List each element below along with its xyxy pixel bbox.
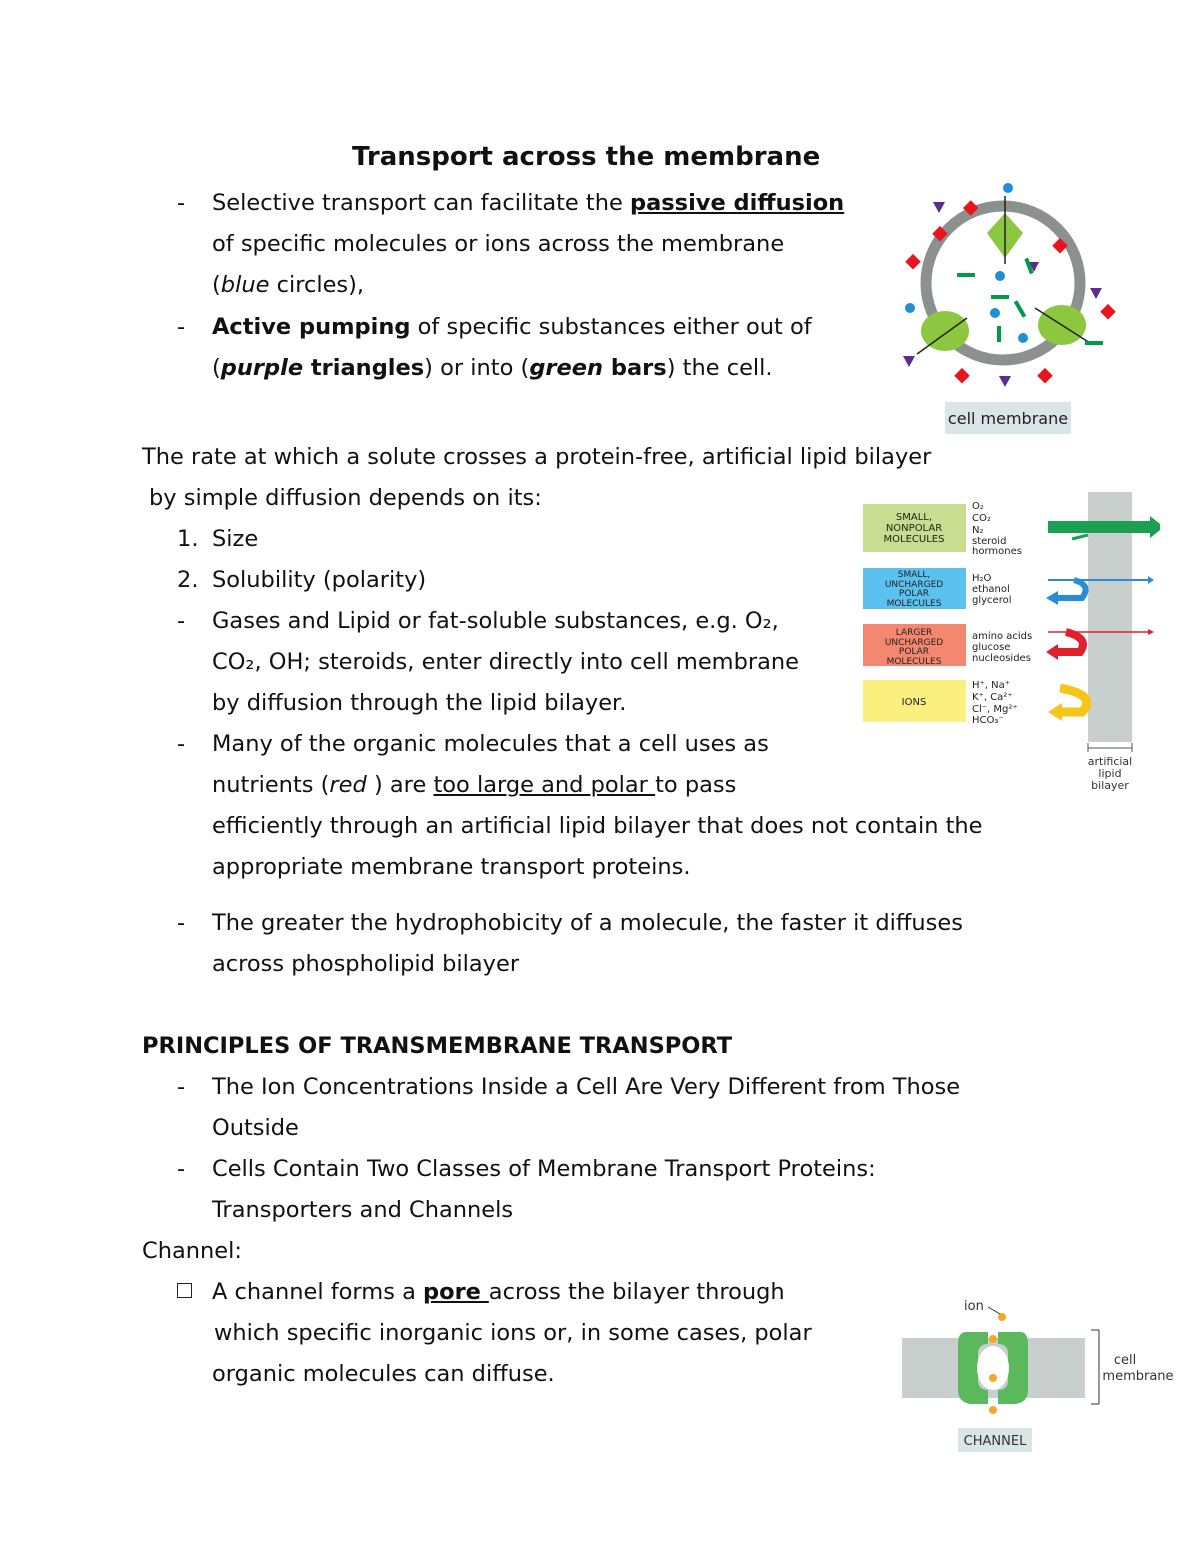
purple-triangle xyxy=(1090,288,1102,299)
category-label: NONPOLAR xyxy=(885,523,943,534)
category-label: UNCHARGED xyxy=(884,580,944,590)
text-underlined: too large and polar xyxy=(433,772,656,798)
arrowhead xyxy=(1046,644,1058,660)
molecule-name: N₂ xyxy=(972,525,984,536)
page-title: Transport across the membrane xyxy=(352,142,821,172)
list-number: 2. xyxy=(177,567,199,593)
molecule-name: CO₂ xyxy=(972,513,991,524)
text-line: by simple diffusion depends on its: xyxy=(149,485,542,511)
red-diamond xyxy=(1037,368,1053,384)
ion-dot xyxy=(989,1374,997,1382)
molecule-name: amino acids xyxy=(972,631,1033,642)
purple-triangle xyxy=(999,376,1011,387)
molecule-name: Cl⁻, Mg²⁺ xyxy=(972,704,1018,715)
arrowhead xyxy=(1046,591,1058,605)
category-label: UNCHARGED xyxy=(884,638,944,648)
ion-label: ion xyxy=(964,1299,984,1314)
label-leader xyxy=(988,1307,1000,1314)
yellow-reflect-arrow xyxy=(1060,688,1087,712)
text: ) are xyxy=(366,772,434,798)
red-diamond xyxy=(1100,304,1116,320)
text: ( xyxy=(212,355,221,381)
text-line: organic molecules can diffuse. xyxy=(212,1361,555,1387)
category-label: LARGER xyxy=(895,628,933,638)
channel-heading: Channel: xyxy=(142,1238,242,1264)
channel-caption: CHANNEL xyxy=(963,1434,1027,1449)
text-line: The greater the hydrophobicity of a molecule, the faster it diffuses xyxy=(212,910,963,936)
channel-figure xyxy=(898,1292,1180,1460)
text-line: Cells Contain Two Classes of Membrane Transport Proteins: xyxy=(212,1156,876,1182)
category-label: POLAR xyxy=(898,589,930,599)
checkbox-bullet-icon xyxy=(177,1283,192,1298)
membrane-label: cell xyxy=(1113,1353,1137,1368)
green-bar xyxy=(1014,300,1026,318)
bullet-dash: - xyxy=(177,1156,186,1182)
text-line: Gases and Lipid or fat-soluble substances, e.g. O₂, xyxy=(212,608,779,634)
molecule-name: steroid xyxy=(972,536,1007,547)
red-diamond xyxy=(905,254,921,270)
text-italic: red xyxy=(329,772,367,798)
category-label: SMALL, xyxy=(895,512,933,523)
text-line: appropriate membrane transport proteins. xyxy=(212,854,691,880)
ion-dot xyxy=(998,1313,1006,1321)
text: ) the cell. xyxy=(666,355,773,381)
text-line xyxy=(212,270,364,300)
text-bold: Active pumping xyxy=(212,314,411,340)
pump-protein-left xyxy=(921,311,969,351)
text: of specific substances either out of xyxy=(410,314,812,340)
ion-dot xyxy=(989,1335,997,1343)
bullet-dash: - xyxy=(177,314,186,340)
green-bar xyxy=(957,273,975,277)
text-line: The rate at which a solute crosses a protein-free, artificial lipid bilayer xyxy=(142,444,932,470)
lipid-bilayer-figure xyxy=(860,490,1160,795)
arrowhead xyxy=(1048,703,1062,721)
text: ) or into ( xyxy=(424,355,530,381)
bilayer-label: artificial xyxy=(1087,755,1133,768)
red-reflect-arrow xyxy=(1056,632,1083,652)
text-line: Transporters and Channels xyxy=(212,1197,514,1223)
text-line: across phospholipid bilayer xyxy=(212,951,520,977)
arrowhead xyxy=(1148,576,1154,584)
molecule-name: ethanol xyxy=(972,584,1010,595)
molecule-name: hormones xyxy=(972,546,1022,557)
category-label: POLAR xyxy=(898,647,930,657)
molecule-name: H⁺, Na⁺ xyxy=(972,680,1011,691)
category-label: MOLECULES xyxy=(883,534,945,545)
list-item: Size xyxy=(212,526,259,552)
bullet-dash: - xyxy=(177,1074,186,1100)
text: A channel forms a xyxy=(212,1279,424,1305)
purple-triangle xyxy=(903,356,915,367)
blue-circle xyxy=(990,308,1000,318)
text: Selective transport can facilitate the xyxy=(212,190,630,216)
text: across the bilayer through xyxy=(488,1279,785,1305)
category-label: MOLECULES xyxy=(886,657,942,667)
text-line: CO₂, OH; steroids, enter directly into cell membrane xyxy=(212,649,800,675)
text: nutrients ( xyxy=(212,772,330,798)
figure-label: cell membrane xyxy=(947,409,1069,428)
text-line: by diffusion through the lipid bilayer. xyxy=(212,690,627,716)
blue-circle xyxy=(1018,333,1028,343)
text: to pass xyxy=(655,772,737,798)
blue-circle xyxy=(995,271,1005,281)
molecule-name: nucleosides xyxy=(972,653,1031,664)
molecule-name: K⁺, Ca²⁺ xyxy=(972,692,1013,703)
text-line: Many of the organic molecules that a cell uses as xyxy=(212,731,769,757)
bullet-dash: - xyxy=(177,910,186,936)
molecule-name: H₂O xyxy=(972,573,992,584)
category-label: SMALL, xyxy=(897,570,931,580)
green-bar xyxy=(991,295,1009,299)
molecule-name: glycerol xyxy=(972,595,1012,606)
text-bold-italic: purple xyxy=(220,355,304,381)
bullet-dash: - xyxy=(177,190,186,216)
text-line xyxy=(212,1277,785,1307)
molecule-name: glucose xyxy=(972,642,1011,653)
text: ( xyxy=(212,272,221,298)
molecule-name: HCO₃⁻ xyxy=(972,715,1004,726)
bullet-dash: - xyxy=(177,608,186,634)
blue-circle xyxy=(1003,183,1013,193)
text-line: which specific inorganic ions or, in some cases, polar xyxy=(214,1320,812,1346)
molecule-name: O₂ xyxy=(972,501,984,512)
list-item: Solubility (polarity) xyxy=(212,567,427,593)
green-bar xyxy=(997,326,1001,342)
text-line xyxy=(212,353,773,383)
category-label: MOLECULES xyxy=(886,599,942,609)
green-bar xyxy=(1085,341,1103,345)
text-italic: blue xyxy=(220,272,270,298)
text-bold: triangles xyxy=(303,355,425,381)
text-bold-italic: green xyxy=(529,355,604,381)
text-line: Outside xyxy=(212,1115,299,1141)
pore xyxy=(977,1346,1009,1390)
cell-membrane-figure xyxy=(895,178,1125,440)
membrane-label: membrane xyxy=(1102,1369,1174,1384)
text-line: efficiently through an artificial lipid bilayer that does not contain the xyxy=(212,813,983,839)
bilayer-label: bilayer xyxy=(1091,779,1129,792)
section-heading: PRINCIPLES OF TRANSMEMBRANE TRANSPORT xyxy=(142,1033,733,1059)
text-bold: passive diffusion xyxy=(630,190,845,216)
red-diamond xyxy=(954,368,970,384)
blue-reflect-arrow xyxy=(1056,580,1086,598)
bullet-dash: - xyxy=(177,731,186,757)
text: circles), xyxy=(269,272,365,298)
bullet-active-pumping xyxy=(212,312,812,342)
category-label: IONS xyxy=(901,697,927,708)
bullet-passive-diffusion xyxy=(212,188,844,218)
blue-circle xyxy=(905,303,915,313)
text-line xyxy=(212,770,736,800)
text-bold: bars xyxy=(603,355,667,381)
text-line: The Ion Concentrations Inside a Cell Are Very Different from Those xyxy=(212,1074,961,1100)
arrowhead xyxy=(1148,629,1154,635)
purple-triangle xyxy=(933,202,945,213)
small-reflect-arrow xyxy=(1072,535,1088,539)
ion-dot xyxy=(989,1406,997,1414)
text-bold: pore xyxy=(423,1279,489,1305)
text-line: of specific molecules or ions across the membrane xyxy=(212,231,785,257)
bilayer-label: lipid xyxy=(1098,767,1122,780)
list-number: 1. xyxy=(177,526,199,552)
